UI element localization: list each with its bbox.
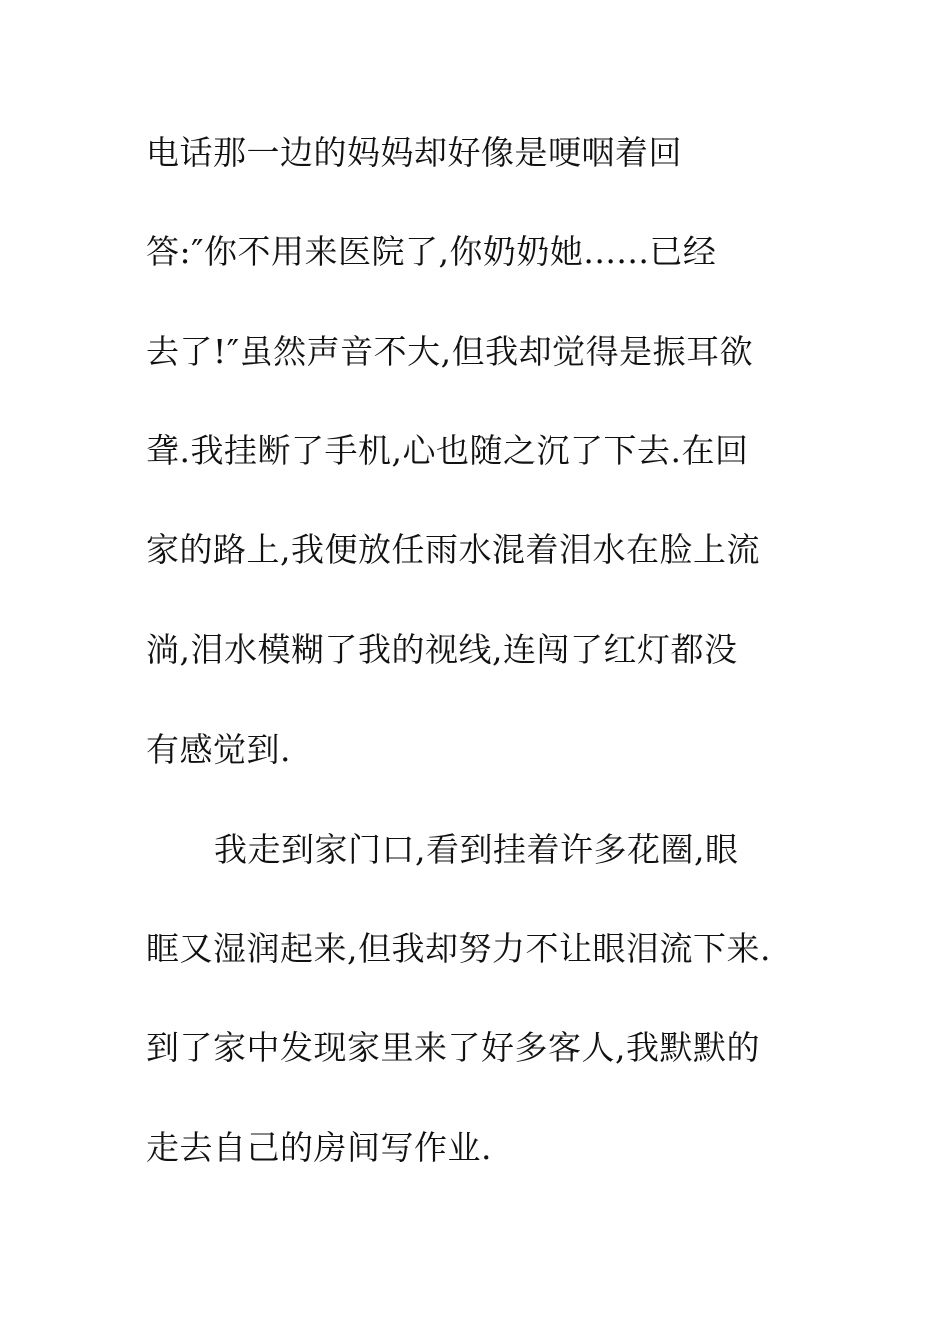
text-line: 走去自己的房间写作业.: [146, 1128, 492, 1167]
text-line: 去了!″虽然声音不大,但我却觉得是振耳欲: [146, 332, 754, 371]
text-line: 有感觉到.: [146, 730, 291, 769]
paragraph-start-line: 我走到家门口,看到挂着许多花圈,眼: [214, 830, 739, 869]
text-line: 家的路上,我便放任雨水混着泪水在脸上流: [146, 530, 760, 569]
text-line: 电话那一边的妈妈却好像是哽咽着回: [146, 133, 682, 172]
text-line: 淌,泪水模糊了我的视线,连闯了红灯都没: [146, 630, 738, 669]
text-line: 到了家中发现家里来了好多客人,我默默的: [146, 1028, 760, 1067]
text-line: 眶又湿润起来,但我却努力不让眼泪流下来.: [146, 929, 771, 968]
text-line: 聋.我挂断了手机,心也随之沉了下去.在回: [146, 431, 749, 470]
text-line: 答:″你不用来医院了,你奶奶她......已经: [146, 232, 717, 271]
